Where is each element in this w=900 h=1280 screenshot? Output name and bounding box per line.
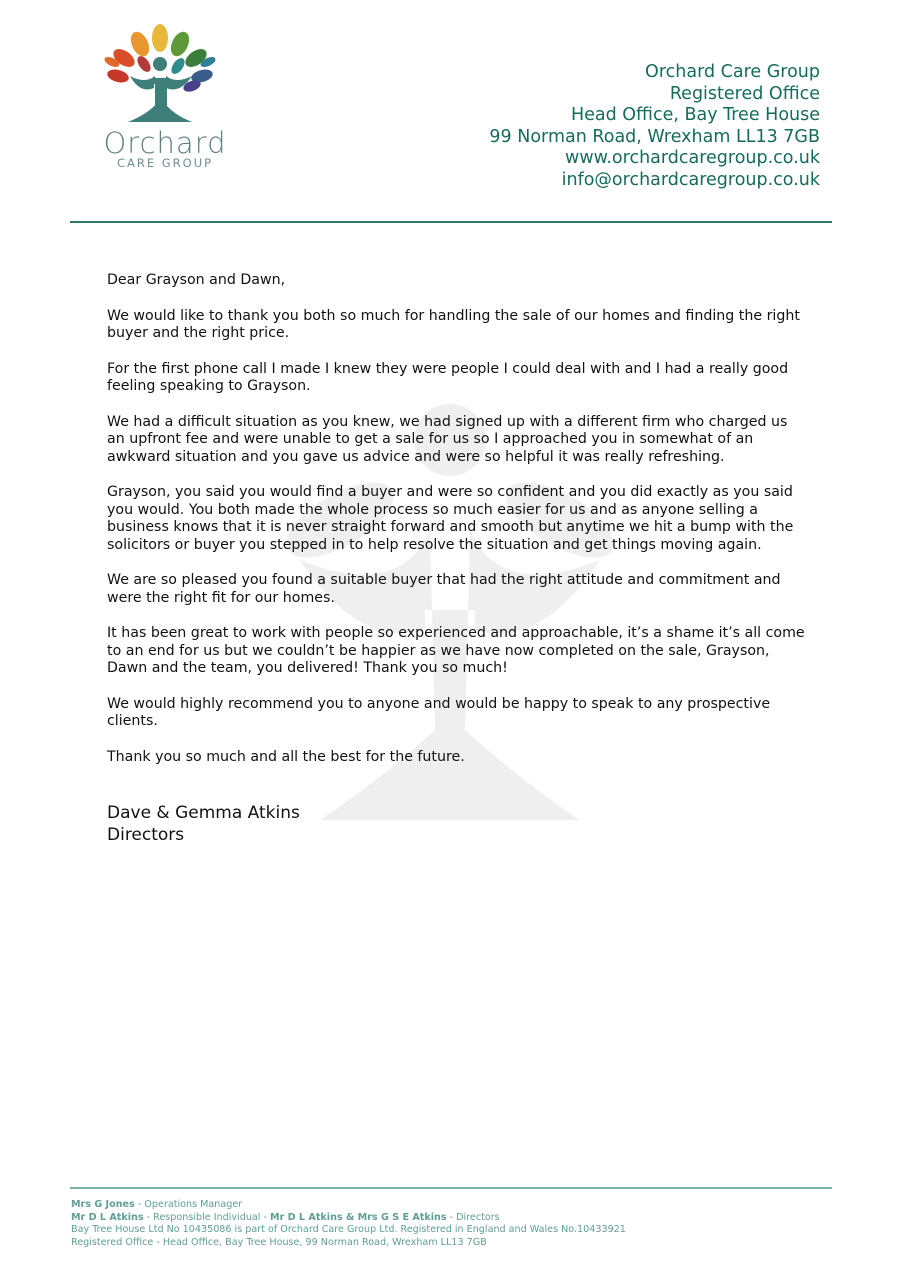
email-link[interactable]: info@orchardcaregroup.co.uk <box>561 169 820 190</box>
footer-line-directors: Mr D L Atkins - Responsible Individual - Mr D L Atkins & Mrs G S E Atkins - Directors <box>71 1211 500 1223</box>
footer-line-ops: Mrs G Jones - Operations Manager <box>71 1199 243 1210</box>
signature-names: Dave & Gemma Atkins <box>107 803 300 823</box>
street-address: 99 Norman Road, Wrexham LL13 7GB <box>489 126 820 147</box>
company-name: Orchard Care Group <box>645 62 820 82</box>
footer-divider <box>70 1187 832 1189</box>
header-divider <box>70 221 832 223</box>
website-link[interactable]: www.orchardcaregroup.co.uk <box>565 148 820 168</box>
paragraph: Thank you so much and all the best for the future. <box>107 748 465 765</box>
logo-wordmark: Orchard <box>103 126 227 160</box>
tree-logo-icon <box>100 18 230 130</box>
salutation: Dear Grayson and Dawn, <box>107 272 286 288</box>
paragraph: We are so pleased you found a suitable buyer that had the right attitude and commitment and were the right fit for our homes. <box>107 572 781 606</box>
office-name: Head Office, Bay Tree House <box>570 105 820 125</box>
footer-line-registered: Registered Office - Head Office, Bay Tree House, 99 Norman Road, Wrexham LL13 7GB <box>71 1236 487 1248</box>
company-logo <box>100 18 230 178</box>
letter-footer <box>71 1199 626 1249</box>
paragraph: For the first phone call I made I knew they were people I could deal with and I had a really good feeling speaking to Grayson. <box>107 360 789 394</box>
footer-line-company: Bay Tree House Ltd No 10435086 is part of Orchard Care Group Ltd. Registered in England and Wales No.10433921 <box>71 1224 626 1235</box>
paragraph: It has been great to work with people so experienced and approachable, it’s a shame it’s all come to an end for us but we couldn’t be happier as we have now completed on the sale, Grayson, Dawn and the team, you delivered! Thank you so much! <box>107 625 805 676</box>
paragraph: We would highly recommend you to anyone and would be happy to speak to any prospective clients. <box>107 695 771 729</box>
signature-title: Directors <box>107 825 185 845</box>
paragraph: We would like to thank you both so much for handling the sale of our homes and finding the right buyer and the right price. <box>107 307 800 341</box>
letterhead-address <box>489 62 820 191</box>
letter-body <box>107 272 807 784</box>
office-type: Registered Office <box>669 83 820 104</box>
logo-subtitle: CARE GROUP <box>116 156 214 170</box>
paragraph: Grayson, you said you would find a buyer and were so confident and you did exactly as you said you would. You both made the whole process so much easier for us and as anyone selling a business knows that it is never straight forward and smooth but anytime we hit a bump with the solicitors or buyer you stepped in to help resolve the situation and get things moving again. <box>107 484 794 553</box>
paragraph: We had a difficult situation as you knew, we had signed up with a different firm who charged us an upfront fee and were unable to get a sale for us so I approached you in somewhat of an awkward situation and you gave us advice and were so helpful it was really refreshing. <box>107 413 788 465</box>
signature-block <box>107 802 300 846</box>
